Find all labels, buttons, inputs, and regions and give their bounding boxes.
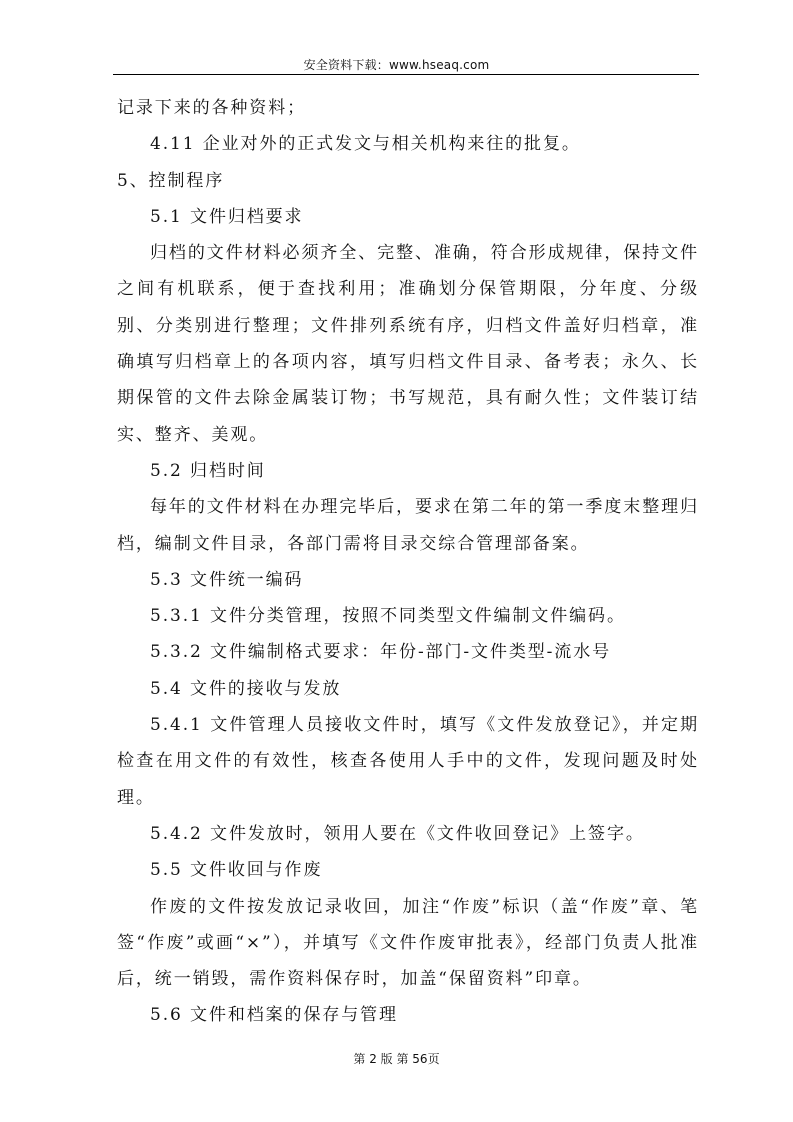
item-5-3-1: 5.3.1 文件分类管理，按照不同类型文件编制文件编码。 bbox=[150, 606, 626, 627]
subsection-5-2-heading: 5.2 归档时间 bbox=[150, 460, 266, 481]
page-header: 安全资料下载：www.hseaq.com bbox=[303, 58, 490, 72]
paragraph-continuation: 记录下来的各种资料； bbox=[117, 98, 306, 118]
paragraph-5-2-body: 每年的文件材料在办理完毕后，要求在第二年的第一季度末整理归档，编制文件目录，各部门需将目录交综合管理部备案。 bbox=[117, 497, 699, 554]
item-4-11: 4.11 企业对外的正式发文与相关机构来往的批复。 bbox=[150, 134, 581, 155]
paragraph-5-5-body: 作废的文件按发放记录收回，加注“作废”标识（盖“作废”章、笔签“作废”或画“×”），并填写《文件作废审批表》，经部门负责人批准后，统一销毁，需作资料保存时，加盖“保留资料”印章。 bbox=[117, 896, 699, 990]
subsection-5-4-heading: 5.4 文件的接收与发放 bbox=[150, 678, 342, 699]
subsection-5-1-heading: 5.1 文件归档要求 bbox=[150, 206, 304, 227]
item-5-3-2: 5.3.2 文件编制格式要求：年份-部门-文件类型-流水号 bbox=[150, 642, 611, 663]
subsection-5-5-heading: 5.5 文件收回与作废 bbox=[150, 860, 323, 881]
subsection-5-3-heading: 5.3 文件统一编码 bbox=[150, 569, 304, 590]
document-body bbox=[117, 90, 699, 1034]
header-divider bbox=[113, 74, 699, 75]
item-5-4-2: 5.4.2 文件发放时，领用人要在《文件收回登记》上签字。 bbox=[150, 823, 645, 844]
page-footer: 第 2 版 第 56页 bbox=[353, 1052, 440, 1066]
item-5-4-1: 5.4.1 文件管理人员接收文件时，填写《文件发放登记》，并定期检查在用文件的有效性，核查各使用人手中的文件，发现问题及时处理。 bbox=[117, 715, 699, 808]
section-5-heading: 5、控制程序 bbox=[117, 170, 225, 191]
subsection-5-6-heading: 5.6 文件和档案的保存与管理 bbox=[150, 1005, 398, 1026]
paragraph-5-1-body: 归档的文件材料必须齐全、完整、准确，符合形成规律，保持文件之间有机联系，便于查找利用；准确划分保管期限，分年度、分级别、分类别进行整理；文件排列系统有序，归档文件盖好归档章，准确填写归档章上的各项内容，填写归档文件目录、备考表；永久、长期保管的文件去除金属装订物；书写规范，具有耐久性；文件装订结实、整齐、美观。 bbox=[117, 243, 699, 445]
